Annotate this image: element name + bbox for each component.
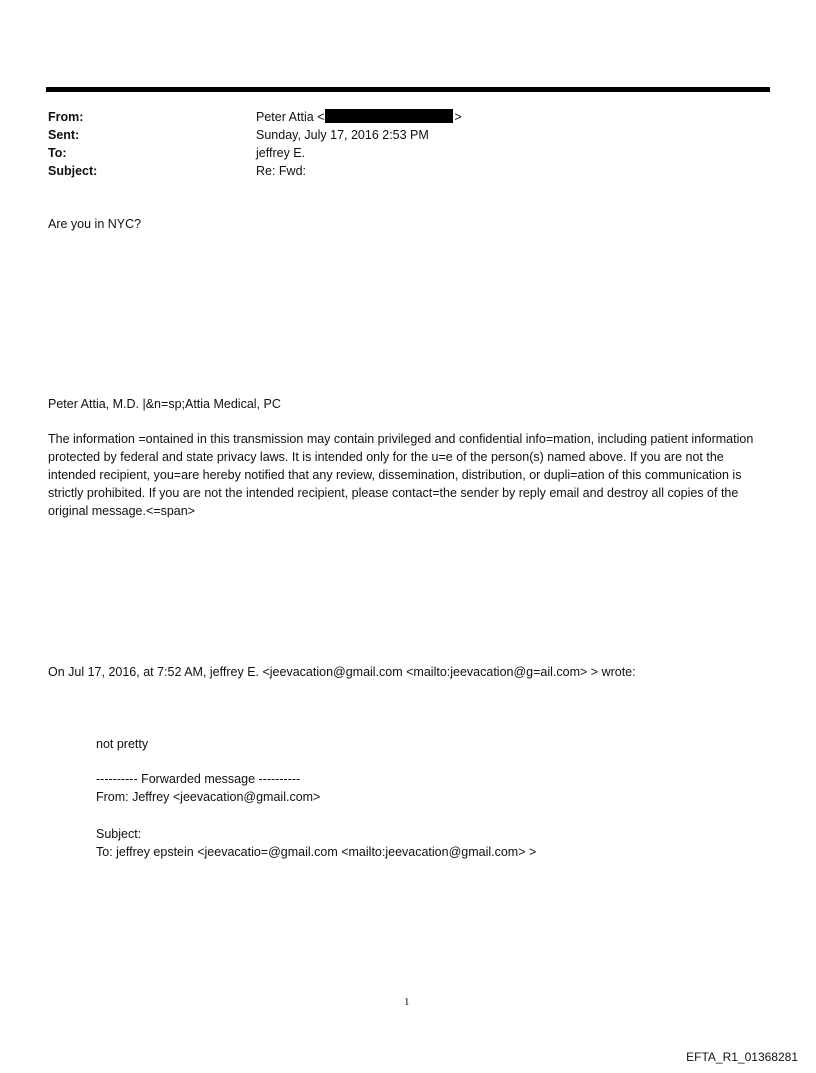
subject-row: [48, 162, 748, 180]
sent-row: [48, 126, 748, 144]
from-name: Peter Attia <: [256, 110, 325, 124]
forwarded-subject: Subject:: [96, 827, 142, 841]
from-after: >: [454, 110, 462, 124]
quote-intro: On Jul 17, 2016, at 7:52 AM, jeffrey E. <jeevacation@gmail.com <mailto:jeevacation@g=ail.com> > wrote:: [48, 665, 636, 679]
to-row: [48, 144, 748, 162]
bates-number: EFTA_R1_01368281: [686, 1050, 798, 1064]
subject-label: Subject:: [48, 164, 98, 178]
redaction-box: [325, 109, 453, 123]
header-rule: [46, 87, 770, 92]
disclaimer: The information =ontained in this transmission may contain privileged and confidential info=mation, including patient information protected by federal and state privacy laws. It is intended only for the u=e of the person(s) named above. If you are not the intended recipient, you=are hereby notified that any review, dissemination, distribution, or dupli=ation of this communication is strictly prohibited. If you are not the intended recipient, please contact=the sender by reply email and destroy all copies of the original message.<=span>: [48, 432, 754, 518]
sent-label: Sent:: [48, 128, 80, 142]
forwarded-header: ---------- Forwarded message ----------: [96, 772, 301, 786]
page-number: 1: [404, 996, 410, 1008]
subject-value: Re: Fwd:: [256, 164, 307, 178]
to-value: jeffrey E.: [256, 146, 306, 160]
sent-value: Sunday, July 17, 2016 2:53 PM: [256, 128, 429, 142]
forwarded-from: From: Jeffrey <jeevacation@gmail.com>: [96, 790, 321, 804]
to-label: To:: [48, 146, 67, 160]
signature: Peter Attia, M.D. |&n=sp;Attia Medical, PC: [48, 397, 281, 411]
quoted-text: not pretty: [96, 737, 149, 751]
body-question: Are you in NYC?: [48, 217, 142, 231]
email-header: [48, 108, 748, 180]
forwarded-to: To: jeffrey epstein <jeevacatio=@gmail.com <mailto:jeevacation@gmail.com> >: [96, 845, 537, 859]
from-row: [48, 108, 748, 126]
from-value: [256, 108, 748, 126]
from-label: From:: [48, 110, 84, 124]
